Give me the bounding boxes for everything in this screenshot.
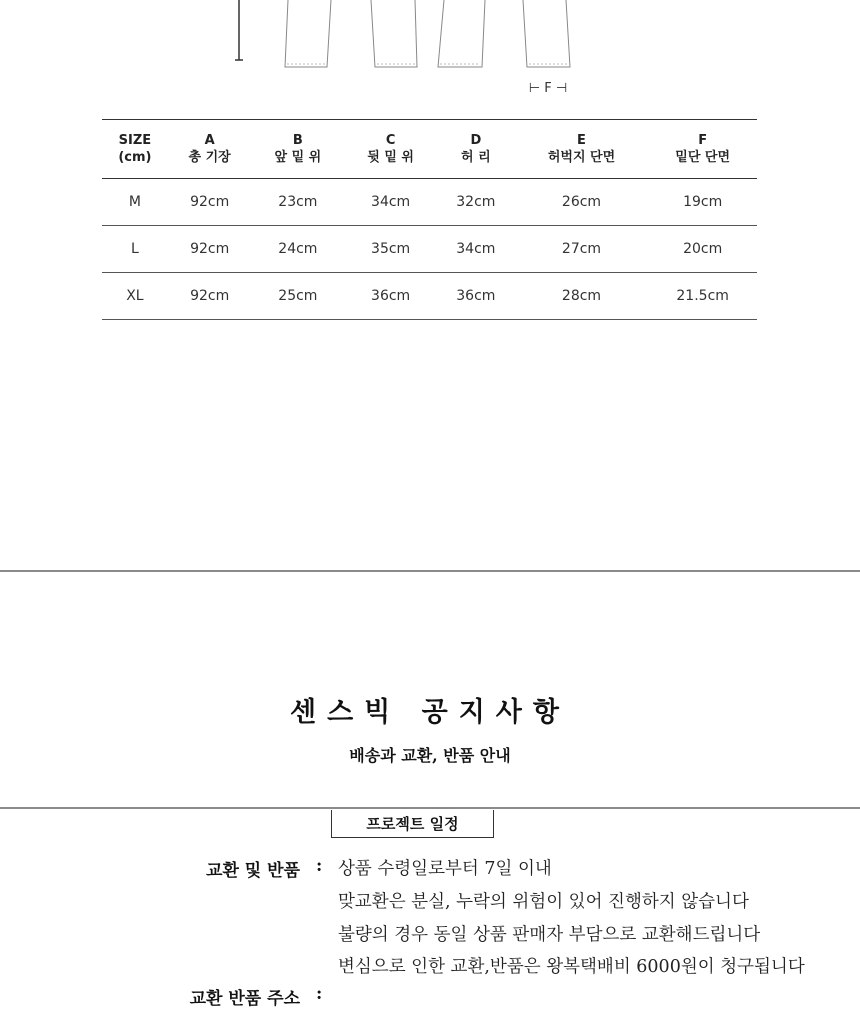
- header-a-bottom: 총 기장: [188, 150, 231, 165]
- table-cell: 92cm: [168, 226, 252, 273]
- pant-leg-back-left: [438, 0, 485, 67]
- table-cell: 36cm: [437, 273, 515, 320]
- header-c-top: C: [385, 133, 396, 148]
- notice-subtitle: 배송과 교환, 반품 안내: [349, 746, 511, 765]
- table-row: [102, 273, 757, 320]
- return-address-label: 교환 반품 주소: [189, 989, 300, 1009]
- table-cell: 25cm: [252, 273, 345, 320]
- table-cell: 27cm: [515, 226, 649, 273]
- header-a-top: A: [204, 133, 215, 148]
- pant-leg-front-left: [285, 0, 331, 67]
- header-b-top: B: [292, 133, 303, 148]
- size-table-header-row: [102, 120, 757, 179]
- exchange-policy-line: 불량의 경우 동일 상품 판매자 부담으로 교환해드립니다: [338, 925, 761, 945]
- table-cell: 21.5cm: [648, 273, 757, 320]
- table-cell: 26cm: [515, 179, 649, 226]
- header-b: [252, 120, 345, 179]
- header-d-top: D: [470, 133, 482, 148]
- header-c: [344, 120, 437, 179]
- table-cell: 23cm: [252, 179, 345, 226]
- exchange-policy-line: 맞교환은 분실, 누락의 위험이 있어 진행하지 않습니다: [338, 892, 749, 912]
- exchange-policy-label: 교환 및 반품: [206, 861, 300, 881]
- exchange-policy-line: 변심으로 인한 교환,반품은 왕복택배비 6000원이 청구됩니다: [338, 957, 805, 977]
- exchange-policy-colon: :: [316, 856, 323, 876]
- table-cell: L: [102, 226, 168, 273]
- section-divider-top: [0, 570, 860, 572]
- pants-measurement-diagram: [0, 0, 860, 110]
- header-a: [168, 120, 252, 179]
- header-c-bottom: 뒷 밑 위: [367, 150, 414, 165]
- header-f-bottom: 밑단 단면: [675, 150, 731, 165]
- header-d-bottom: 허 리: [461, 150, 491, 165]
- notice-title: 센스빅 공지사항: [290, 697, 570, 728]
- header-size-top: SIZE: [118, 133, 152, 148]
- header-f: [648, 120, 757, 179]
- pant-leg-front-right: [371, 0, 417, 67]
- table-cell: 20cm: [648, 226, 757, 273]
- table-cell: 36cm: [344, 273, 437, 320]
- return-address-colon: :: [316, 984, 323, 1004]
- exchange-policy-line: 상품 수령일로부터 7일 이내: [338, 859, 552, 879]
- table-cell: 92cm: [168, 179, 252, 226]
- table-cell: 92cm: [168, 273, 252, 320]
- table-cell: M: [102, 179, 168, 226]
- header-d: [437, 120, 515, 179]
- table-cell: 19cm: [648, 179, 757, 226]
- size-table: [102, 119, 757, 320]
- table-cell: 34cm: [437, 226, 515, 273]
- table-cell: XL: [102, 273, 168, 320]
- table-cell: 34cm: [344, 179, 437, 226]
- header-size: [102, 120, 168, 179]
- table-cell: 24cm: [252, 226, 345, 273]
- header-b-bottom: 앞 밑 위: [274, 150, 322, 165]
- pant-leg-back-right: [523, 0, 570, 67]
- header-e-bottom: 허벅지 단면: [547, 150, 616, 165]
- header-f-top: F: [698, 133, 708, 148]
- table-row: [102, 179, 757, 226]
- header-e-top: E: [577, 133, 586, 148]
- table-row: [102, 226, 757, 273]
- table-cell: 35cm: [344, 226, 437, 273]
- hem-dimension-label: ⊢ F ⊣: [528, 81, 568, 96]
- section-divider-bottom: [0, 807, 860, 809]
- header-e: [515, 120, 649, 179]
- header-size-bottom: (cm): [118, 150, 152, 165]
- table-cell: 32cm: [437, 179, 515, 226]
- schedule-label-box: 프로젝트 일정: [331, 810, 494, 838]
- table-cell: 28cm: [515, 273, 649, 320]
